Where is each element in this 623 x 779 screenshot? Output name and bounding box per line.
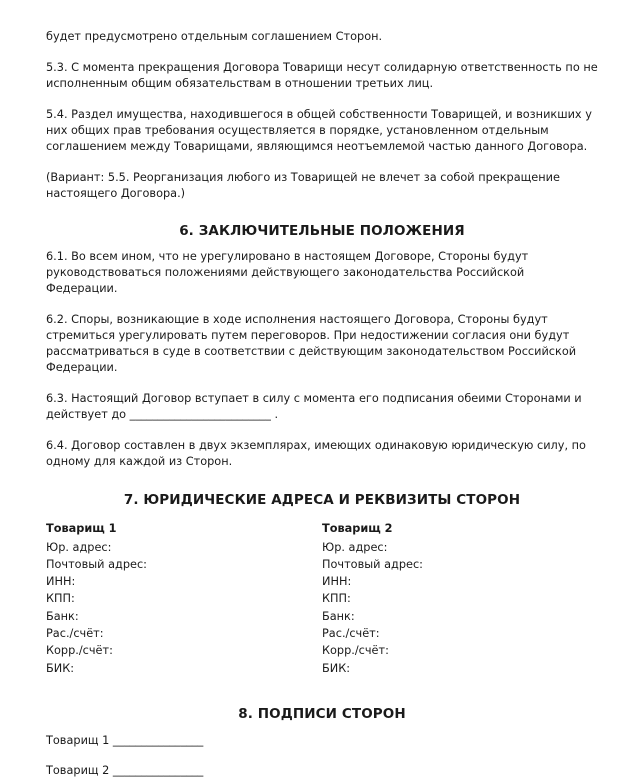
paragraph-5-5-variant: (Вариант: 5.5. Реорганизация любого из Товарищей не влечет за собой прекращение настоящего Договора.) — [46, 171, 560, 200]
signature-line-partner-1: Товарищ 1 ________________ — [46, 733, 204, 747]
partner-2-postal-address: Почтовый адрес: — [322, 557, 423, 571]
signature-line-partner-2: Товарищ 2 ________________ — [46, 763, 204, 777]
partner-1-kpp: КПП: — [46, 592, 75, 606]
partner-1-inn: ИНН: — [46, 575, 76, 589]
partner-2-heading: Товарищ 2 — [322, 522, 393, 535]
partner-2-kpp: КПП: — [322, 592, 351, 606]
partner-2-bik: БИК: — [322, 661, 351, 675]
partner-1-postal-address: Почтовый адрес: — [46, 557, 147, 571]
paragraph-6-2: 6.2. Споры, возникающие в ходе исполнения настоящего Договора, Стороны будут стремиться урегулировать путем переговоров. При недостижении согласия они будут рассматриваться в суде в соответствии с действующим законодательством Российской Федерации. — [46, 313, 577, 374]
partner-2-corr-account: Корр./счёт: — [322, 644, 389, 658]
partner-1-account: Рас./счёт: — [46, 626, 104, 640]
partner-2-account: Рас./счёт: — [322, 626, 380, 640]
paragraph-6-1: 6.1. Во всем ином, что не урегулировано в настоящем Договоре, Стороны будут руководствоваться положениями действующего законодательства Российской Федерации. — [46, 250, 529, 295]
paragraph-5-3: 5.3. С момента прекращения Договора Товарищи несут солидарную ответственность по не исполненным общим обязательствам в отношении третьих лиц. — [46, 61, 598, 90]
partner-1-legal-address: Юр. адрес: — [46, 540, 112, 554]
partner-1-heading: Товарищ 1 — [46, 522, 117, 535]
paragraph-5-4: 5.4. Раздел имущества, находившегося в общей собственности Товарищей, и возникших у них общих прав требования осуществляется в порядке, установленном отдельным соглашением между Товарищами, являющимся неотъемлемой частью данного Договора. — [46, 108, 592, 153]
document-page — [46, 29, 598, 779]
section-6-title: 6. ЗАКЛЮЧИТЕЛЬНЫЕ ПОЛОЖЕНИЯ — [179, 223, 465, 239]
paragraph-6-3: 6.3. Настоящий Договор вступает в силу с момента его подписания обеими Сторонами и действует до _________________________ . — [46, 392, 582, 421]
partner-2-legal-address: Юр. адрес: — [322, 540, 388, 554]
paragraph-6-4: 6.4. Договор составлен в двух экземплярах, имеющих одинаковую юридическую силу, по одному для каждой из Сторон. — [46, 439, 586, 468]
partner-2-bank: Банк: — [322, 609, 355, 623]
partner-1-bank: Банк: — [46, 609, 79, 623]
section-7-title: 7. ЮРИДИЧЕСКИЕ АДРЕСА И РЕКВИЗИТЫ СТОРОН — [123, 492, 521, 508]
requisites-columns — [46, 521, 598, 677]
section-8-title: 8. ПОДПИСИ СТОРОН — [238, 705, 406, 722]
partner-1-requisites — [46, 521, 322, 677]
partner-1-corr-account: Корр./счёт: — [46, 644, 113, 658]
partner-2-inn: ИНН: — [322, 575, 352, 589]
partner-1-bik: БИК: — [46, 661, 75, 675]
partner-2-requisites — [322, 521, 598, 677]
paragraph-5-2-tail: будет предусмотрено отдельным соглашением Сторон. — [46, 30, 383, 43]
